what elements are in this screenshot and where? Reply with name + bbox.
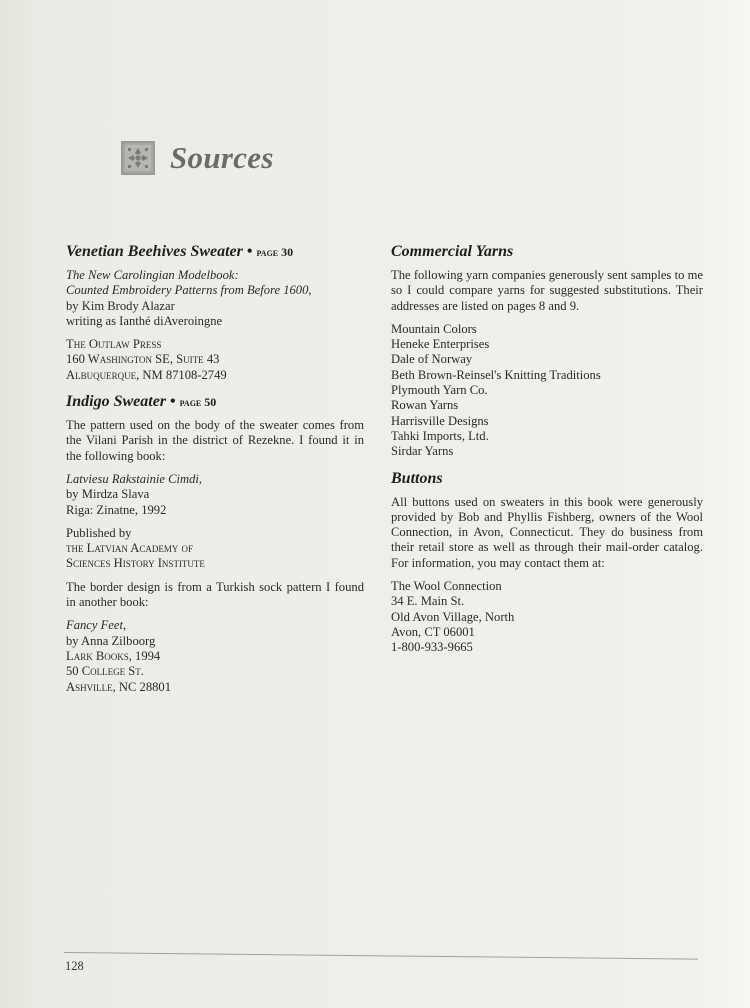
border-paragraph: The border design is from a Turkish sock pattern I found in another book: bbox=[66, 579, 364, 610]
address-line: Albuquerque, NM 87108-2749 bbox=[66, 367, 227, 382]
list-item: Heneke Enterprises bbox=[391, 337, 490, 352]
cross-stitch-ornament-icon bbox=[121, 141, 155, 175]
yarn-company-list bbox=[391, 322, 703, 460]
indigo-sweater-section bbox=[66, 393, 364, 695]
list-item: Rowan Yarns bbox=[391, 398, 459, 413]
list-item: Sirdar Yarns bbox=[391, 444, 454, 459]
intro-paragraph: The following yarn companies generously sent samples to me so I could compare yarns for suggested substitutions. Their addresses are listed on pages 8 and 9. bbox=[391, 268, 703, 313]
page-header bbox=[121, 140, 274, 176]
contact-address bbox=[391, 579, 703, 655]
list-item: Harrisville Designs bbox=[391, 413, 489, 428]
section-heading bbox=[66, 393, 364, 411]
contact-line: The Wool Connection bbox=[391, 579, 502, 594]
address-line: Ashville, NC 28801 bbox=[66, 679, 172, 694]
venetian-beehives-section bbox=[66, 243, 364, 383]
publisher-name: the Latvian Academy of bbox=[66, 541, 194, 556]
right-column bbox=[391, 243, 703, 664]
book-citation bbox=[66, 472, 364, 518]
section-heading bbox=[66, 243, 364, 261]
intro-paragraph: All buttons used on sweaters in this book were generously provided by Bob and Phyllis Fishberg, owners of the Wool Connection, in Avon, Connecticut. They do business from their retail store as well as through their mail-order catalog. For information, you may contact them at: bbox=[391, 494, 703, 570]
book-author: by Mirdza Slava bbox=[66, 487, 150, 502]
intro-paragraph: The pattern used on the body of the sweater comes from the Vilani Parish in the district of Rezekne. I found it in the following book: bbox=[66, 418, 364, 463]
page-reference: page 50 bbox=[179, 395, 217, 410]
address-line: 160 Washington SE, Suite 43 bbox=[66, 352, 220, 367]
section-heading: Commercial Yarns bbox=[391, 243, 514, 260]
buttons-section bbox=[391, 470, 703, 656]
book-title: Fancy Feet, bbox=[66, 618, 127, 633]
publication-info: Riga: Zinatne, 1992 bbox=[66, 502, 167, 517]
publisher-info bbox=[66, 526, 364, 572]
page-number: 128 bbox=[65, 959, 84, 973]
list-item: Beth Brown-Reinsel's Knitting Traditions bbox=[391, 367, 601, 382]
publisher-name: Sciences History Institute bbox=[66, 556, 205, 571]
section-title: Venetian Beehives Sweater bbox=[66, 243, 243, 260]
published-by-label: Published by bbox=[66, 525, 132, 540]
contact-phone: 1-800-933-9665 bbox=[391, 640, 473, 655]
book-citation bbox=[66, 268, 364, 329]
publisher-name: The Outlaw Press bbox=[66, 337, 162, 352]
book-title: The New Carolingian Modelbook: bbox=[66, 268, 239, 282]
book-author: by Kim Brody Alazar bbox=[66, 298, 175, 313]
section-title: Indigo Sweater bbox=[66, 393, 167, 411]
list-item: Plymouth Yarn Co. bbox=[391, 383, 488, 398]
left-column bbox=[66, 243, 364, 703]
book-author: by Anna Zilboorg bbox=[66, 633, 156, 648]
contact-line: Old Avon Village, North bbox=[391, 609, 515, 624]
page-reference: page 30 bbox=[256, 245, 294, 259]
book-title: Latviesu Rakstainie Cimdi, bbox=[66, 471, 203, 486]
book-citation bbox=[66, 618, 364, 694]
list-item: Tahki Imports, Ltd. bbox=[391, 428, 489, 443]
section-heading: Buttons bbox=[391, 469, 443, 487]
publisher-address bbox=[66, 337, 364, 383]
footer-divider bbox=[64, 952, 698, 960]
contact-line: 34 E. Main St. bbox=[391, 594, 465, 609]
bullet-separator: • bbox=[246, 243, 253, 260]
bullet-separator: • bbox=[170, 393, 176, 411]
commercial-yarns-section bbox=[391, 243, 703, 460]
book-subtitle: Counted Embroidery Patterns from Before 1600, bbox=[66, 283, 312, 298]
contact-line: Avon, CT 06001 bbox=[391, 624, 475, 639]
publisher-name: Lark Books, 1994 bbox=[66, 648, 161, 663]
author-pen-name: writing as Ianthé diAveroingne bbox=[66, 313, 223, 328]
list-item: Mountain Colors bbox=[391, 321, 477, 336]
list-item: Dale of Norway bbox=[391, 352, 473, 367]
address-line: 50 College St. bbox=[66, 664, 144, 679]
page-title: Sources bbox=[170, 140, 274, 175]
